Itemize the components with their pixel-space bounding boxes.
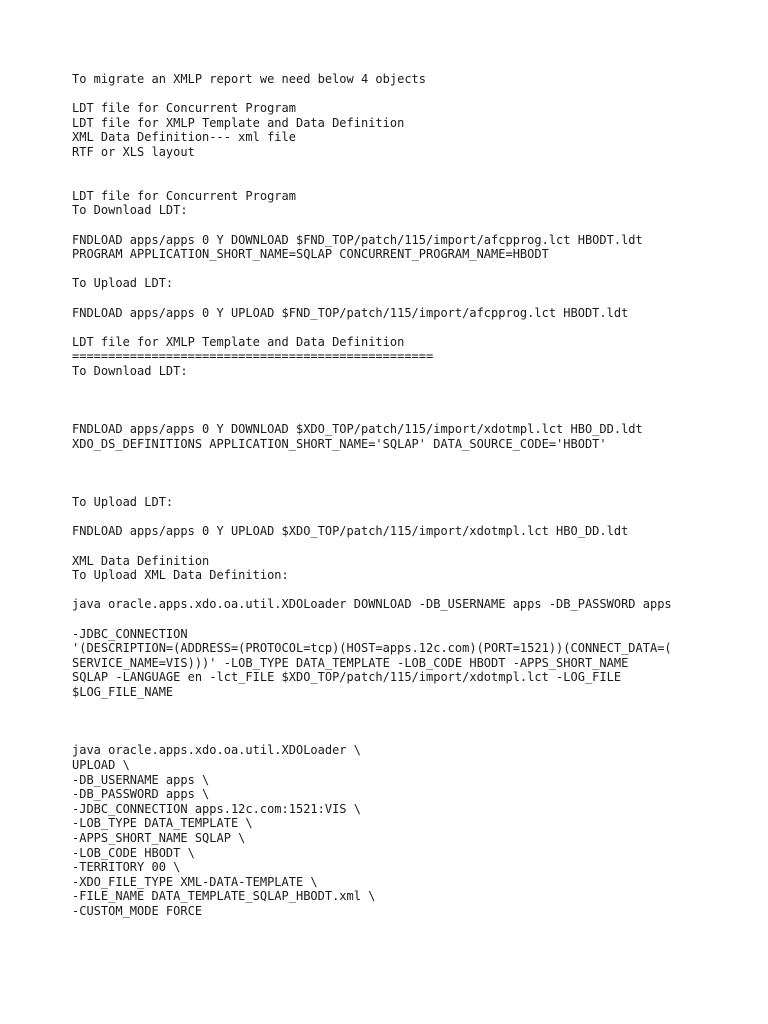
text-line: LDT file for Concurrent Program — [72, 188, 296, 203]
text-line: FNDLOAD apps/apps 0 Y UPLOAD $XDO_TOP/patch/115/import/xdotmpl.lct HBO_DD.ldt — [72, 524, 629, 539]
text-line: java oracle.apps.xdo.oa.util.XDOLoader \ — [72, 743, 361, 758]
text-line: UPLOAD \ — [72, 757, 130, 772]
text-line: To Upload LDT: — [72, 276, 174, 291]
text-line: XML Data Definition — [72, 553, 210, 568]
text-line: -JDBC_CONNECTION apps.12c.com:1521:VIS \ — [72, 801, 361, 816]
text-line: -CUSTOM_MODE FORCE — [72, 903, 203, 918]
text-line: -DB_PASSWORD apps \ — [72, 787, 210, 802]
text-line: -TERRITORY 00 \ — [72, 860, 181, 875]
text-line: To Download LDT: — [72, 363, 188, 378]
text-line: -LOB_CODE HBODT \ — [72, 845, 195, 860]
text-line: FNDLOAD apps/apps 0 Y DOWNLOAD $XDO_TOP/patch/115/import/xdotmpl.lct HBO_DD.ldt — [72, 422, 643, 437]
text-line: -LOB_TYPE DATA_TEMPLATE \ — [72, 816, 253, 831]
text-line: -FILE_NAME DATA_TEMPLATE_SQLAP_HBODT.xml \ — [72, 889, 376, 904]
text-line: PROGRAM APPLICATION_SHORT_NAME=SQLAP CONCURRENT_PROGRAM_NAME=HBODT — [72, 247, 549, 262]
document-body — [72, 72, 712, 918]
text-line: SERVICE_NAME=VIS)))' -LOB_TYPE DATA_TEMPLATE -LOB_CODE HBODT -APPS_SHORT_NAME — [72, 655, 629, 670]
text-line: To migrate an XMLP report we need below 4 objects — [72, 72, 427, 86]
text-line: -APPS_SHORT_NAME SQLAP \ — [72, 830, 246, 845]
text-line: RTF or XLS layout — [72, 144, 195, 159]
text-line: -DB_USERNAME apps \ — [72, 772, 210, 787]
text-line: java oracle.apps.xdo.oa.util.XDOLoader DOWNLOAD -DB_USERNAME apps -DB_PASSWORD apps — [72, 597, 672, 612]
text-line: LDT file for XMLP Template and Data Definition — [72, 115, 405, 130]
text-line: To Download LDT: — [72, 203, 188, 218]
text-line: XML Data Definition--- xml file — [72, 130, 296, 145]
text-line: ================================================== — [72, 349, 434, 364]
text-line: To Upload LDT: — [72, 495, 174, 510]
text-line: To Upload XML Data Definition: — [72, 568, 289, 583]
text-line: LDT file for Concurrent Program — [72, 101, 296, 116]
text-line: FNDLOAD apps/apps 0 Y UPLOAD $FND_TOP/patch/115/import/afcpprog.lct HBODT.ldt — [72, 305, 629, 320]
text-line: -JDBC_CONNECTION — [72, 626, 188, 641]
text-line: SQLAP -LANGUAGE en -lct_FILE $XDO_TOP/patch/115/import/xdotmpl.lct -LOG_FILE — [72, 670, 622, 685]
text-line: -XDO_FILE_TYPE XML-DATA-TEMPLATE \ — [72, 874, 318, 889]
text-line: $LOG_FILE_NAME — [72, 684, 174, 699]
text-line: LDT file for XMLP Template and Data Definition — [72, 334, 405, 349]
text-line: '(DESCRIPTION=(ADDRESS=(PROTOCOL=tcp)(HOST=apps.12c.com)(PORT=1521))(CONNECT_DATA=( — [72, 641, 672, 656]
text-line: FNDLOAD apps/apps 0 Y DOWNLOAD $FND_TOP/patch/115/import/afcpprog.lct HBODT.ldt — [72, 232, 643, 247]
text-line: XDO_DS_DEFINITIONS APPLICATION_SHORT_NAME='SQLAP' DATA_SOURCE_CODE='HBODT' — [72, 436, 607, 451]
